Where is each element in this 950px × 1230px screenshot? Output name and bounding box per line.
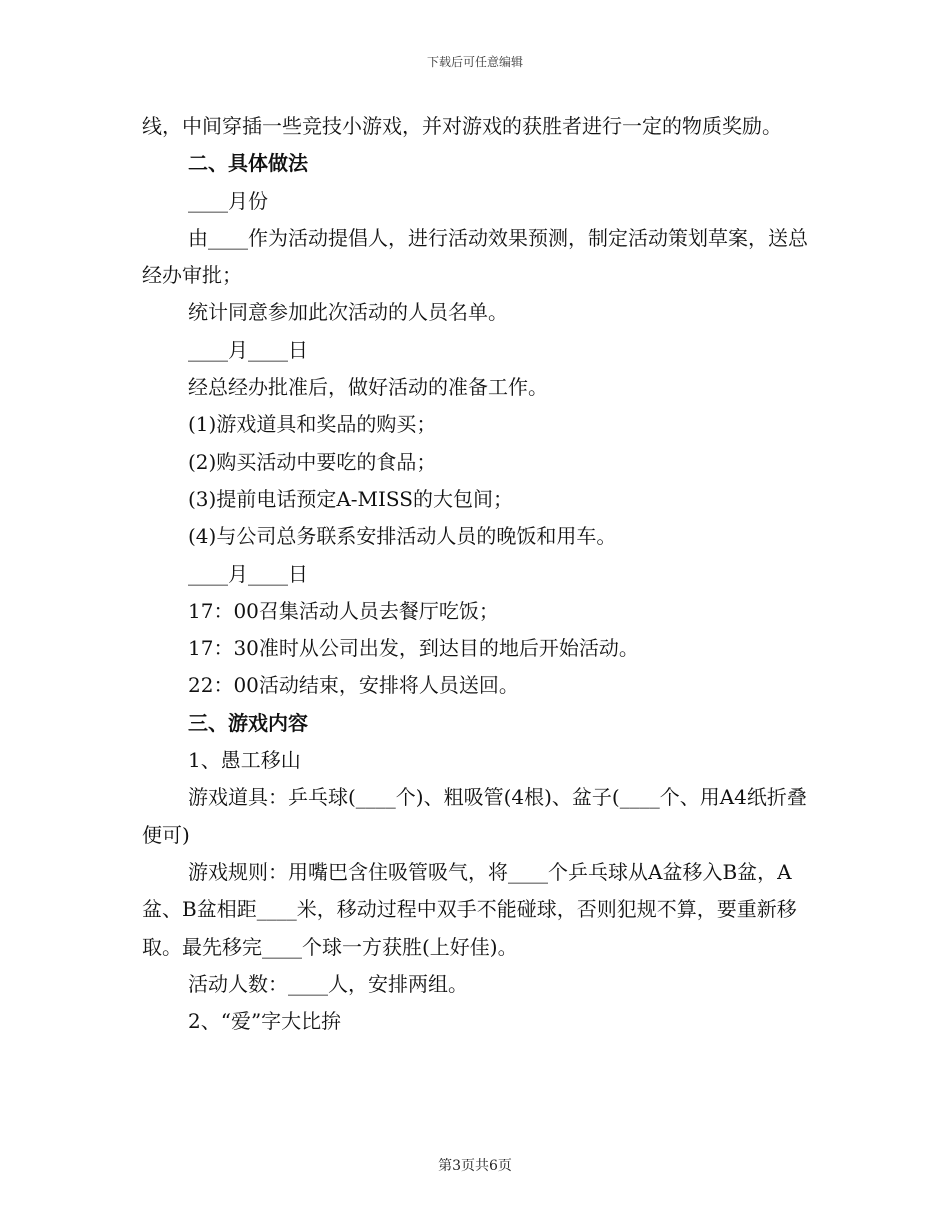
- paragraph-initiator: 由____作为活动提倡人，进行活动效果预测，制定活动策划草案，送总经办审批；: [142, 225, 808, 288]
- paragraph-headcount: 统计同意参加此次活动的人员名单。: [188, 300, 508, 325]
- section-heading-games: 三、游戏内容: [188, 710, 308, 735]
- document-body: [142, 108, 810, 1040]
- game-title-1: 1、愚工移山: [188, 748, 301, 773]
- list-item-4: (4)与公司总务联系安排活动人员的晚饭和用车。: [188, 524, 617, 549]
- paragraph-date-2: ____月____日: [188, 561, 308, 586]
- page-footer: 第3页共6页: [438, 1158, 512, 1174]
- schedule-item-end: 22：00活动结束，安排将人员送回。: [188, 673, 519, 698]
- paragraph-intro-continuation: 线，中间穿插一些竞技小游戏，并对游戏的获胜者进行一定的物质奖励。: [142, 114, 782, 138]
- schedule-item-depart: 17：30准时从公司出发，到达目的地后开始活动。: [188, 636, 639, 661]
- list-item-3: (3)提前电话预定A-MISS的大包间；: [188, 486, 513, 511]
- page-header: 下载后可任意编辑: [426, 55, 523, 69]
- game-title-2: 2、“爱”字大比拚: [188, 1009, 342, 1034]
- list-item-2: (2)购买活动中要吃的食品；: [188, 449, 437, 474]
- game-participants: 活动人数：____人，安排两组。: [188, 971, 468, 996]
- paragraph-month: ____月份: [188, 188, 268, 213]
- game-props: 游戏道具：乒乓球(____个)、粗吸管(4根)、盆子(____个、用A4纸折叠便可): [142, 785, 807, 847]
- section-heading-method: 二、具体做法: [188, 151, 308, 176]
- paragraph-date-1: ____月____日: [188, 337, 308, 362]
- list-item-1: (1)游戏道具和奖品的购买；: [188, 412, 437, 437]
- game-rules: 游戏规则：用嘴巴含住吸管吸气，将____个乒乓球从A盆移入B盆，A盆、B盆相距____米，移动过程中双手不能碰球，否则犯规不算，要重新移取。最先移完____个球一方获胜(上好佳)。: [142, 859, 797, 959]
- paragraph-preparation: 经总经办批准后，做好活动的准备工作。: [188, 375, 548, 400]
- schedule-item-dinner: 17：00召集活动人员去餐厅吃饭；: [188, 598, 499, 623]
